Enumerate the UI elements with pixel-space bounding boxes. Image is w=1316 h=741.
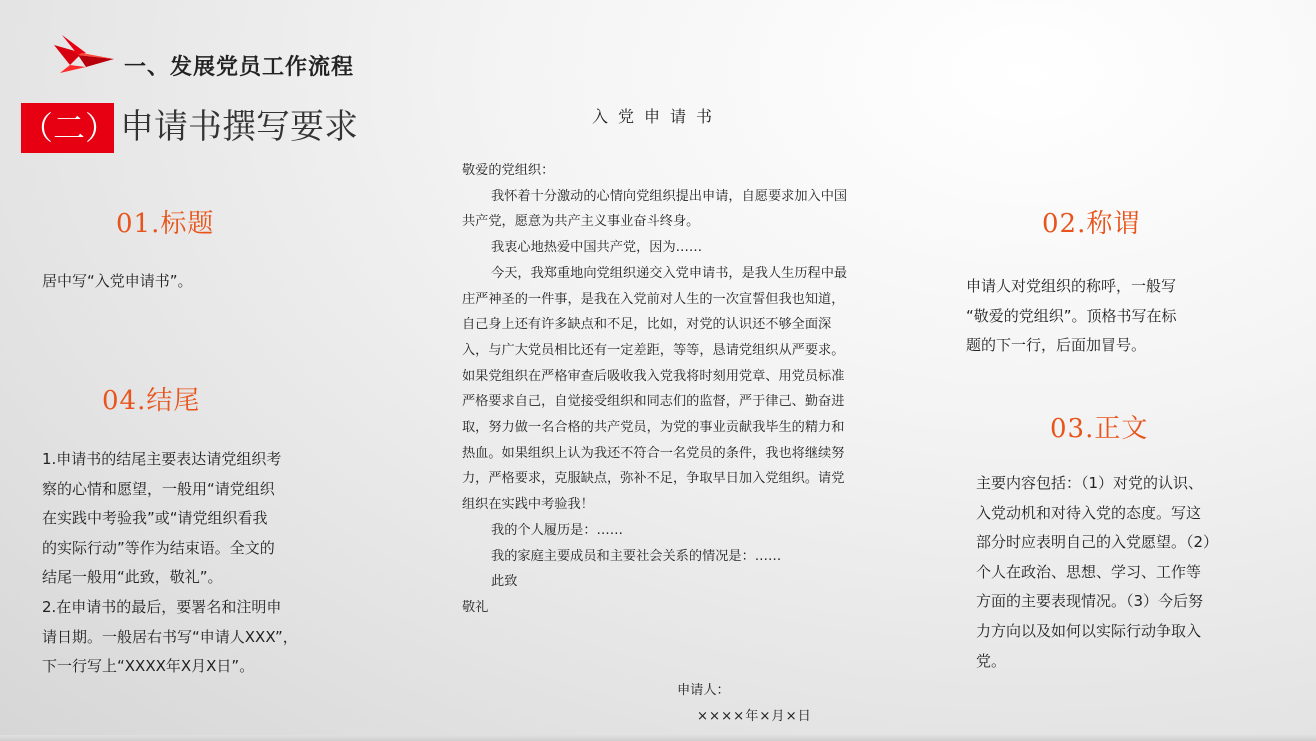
red-paper-crane-icon	[52, 33, 116, 75]
text-line: 个人在政治、思想、学习、工作等	[976, 562, 1202, 581]
letter-signer: 申请人：	[677, 683, 730, 698]
text-line: 题的下一行，后面加冒号。	[966, 336, 1147, 355]
subheading-title: 申请书撰写要求	[120, 107, 358, 147]
letter-title: 入党申请书	[592, 107, 723, 126]
section-text-salutation	[966, 272, 1177, 361]
section-text-ending	[42, 445, 298, 682]
letter-paragraph: 此致	[491, 574, 518, 590]
text-line: 1.申请书的结尾主要表达请党组织考	[42, 450, 282, 468]
letter-paragraph: 我的家庭主要成员和主要社会关系的情况是：……	[491, 548, 782, 564]
section-heading-body: 03.正文	[1050, 414, 1149, 444]
section-heading-title: 01.标题	[116, 209, 215, 239]
section-text-title	[42, 267, 193, 297]
subheading-badge: （二）	[21, 103, 114, 153]
sample-letter	[462, 158, 850, 621]
text-line: 的实际行动”等作为结束语。全文的	[42, 538, 275, 557]
text-line: 请日期。一般居右书写“申请人XXX”，	[42, 627, 298, 646]
text-line: 部分时应表明自己的入党愿望。（2）	[976, 533, 1219, 552]
letter-date: ××××年×月×日	[697, 709, 812, 724]
text-line: 入党动机和对待入党的态度。写这	[976, 503, 1202, 522]
letter-paragraph: 我的个人履历是：……	[491, 522, 623, 538]
text-line: 察的心情和愿望，一般用“请党组织	[42, 479, 275, 498]
page-header-title: 一、发展党员工作流程	[124, 55, 355, 80]
text-line: 2.在申请书的最后，要署名和注明申	[42, 597, 282, 616]
text-line: 居中写“入党申请书”。	[42, 272, 193, 290]
text-line: 方面的主要表现情况。（3）今后努	[976, 592, 1204, 611]
text-line: 主要内容包括：（1）对党的认识、	[976, 474, 1204, 492]
text-line: 党。	[976, 651, 1007, 670]
letter-closing: 敬礼	[462, 599, 489, 615]
letter-paragraph: 我衷心地热爱中国共产党，因为……	[491, 240, 703, 256]
section-text-body	[976, 469, 1218, 676]
letter-salutation: 敬爱的党组织：	[462, 163, 555, 178]
text-line: 申请人对党组织的称呼，一般写	[966, 277, 1177, 295]
letter-paragraph: 今天，我郑重地向党组织递交入党申请书，是我人生历程中最庄严神圣的一件事，是我在入党前对人生的一次宣誓但我也知道，自己身上还有许多缺点和不足，比如，对党的认识还不够全面深入，与广大党员相比还有一定差距，等等，恳请党组织从严要求。如果党组织在严格审查后吸收我入党我将时刻用党章、用党员标准严格要求自己，自觉接受组织和同志们的监督，严于律己、勤奋进取，努力做一名合格的共产党员，为党的事业贡献我毕生的精力和热血。如果组织上认为我还不符合一名党员的条件，我也将继续努力，严格要求，克服缺点，弥补不足，争取早日加入党组织。请党组织在实践中考验我！	[462, 265, 848, 513]
letter-paragraph: 我怀着十分激动的心情向党组织提出申请，自愿要求加入中国共产党，愿意为共产主义事业奋斗终身。	[462, 188, 848, 230]
slide-bottom-edge	[0, 735, 1316, 741]
section-heading-ending: 04.结尾	[102, 386, 201, 416]
text-line: 力方向以及如何以实际行动争取入	[976, 621, 1202, 640]
section-heading-salutation: 02.称谓	[1042, 209, 1141, 239]
text-line: “敬爱的党组织”。顶格书写在标	[966, 306, 1177, 325]
text-line: 结尾一般用“此致，敬礼”。	[42, 568, 223, 587]
text-line: 在实践中考验我”或“请党组织看我	[42, 509, 268, 528]
text-line: 下一行写上“XXXX年X月X日”。	[42, 657, 255, 676]
